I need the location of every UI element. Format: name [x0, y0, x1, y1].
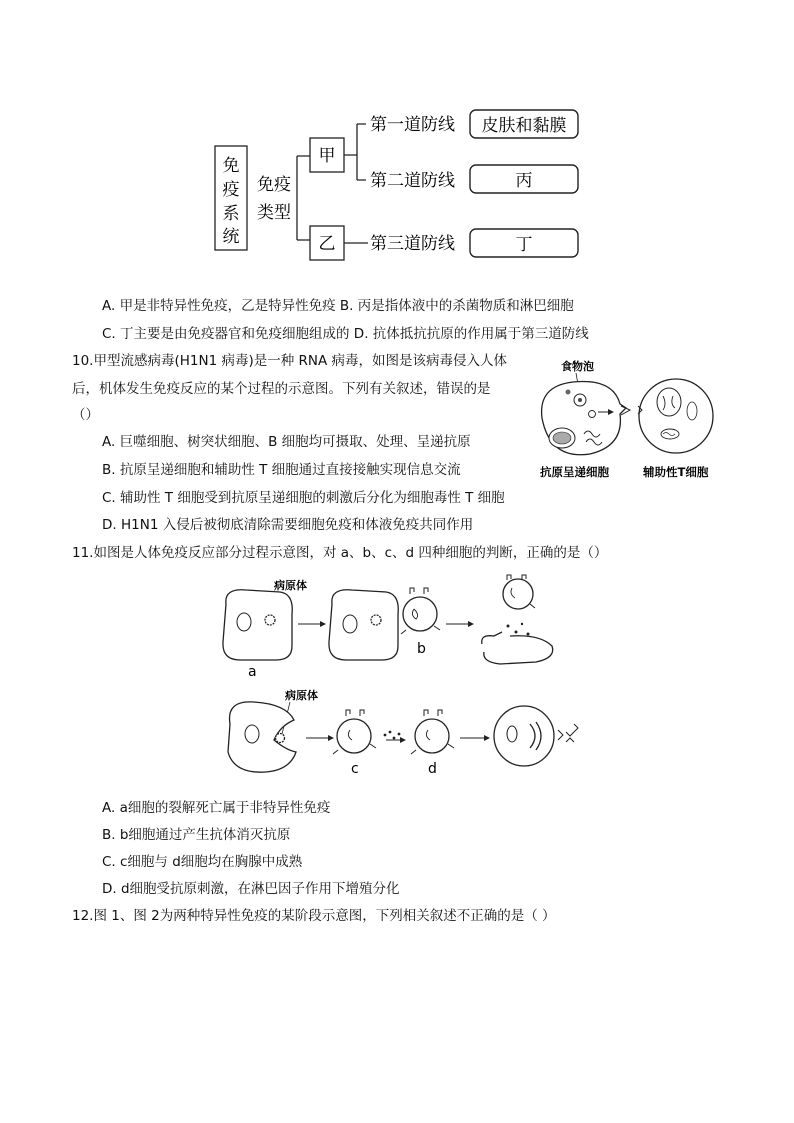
pathogen-label-1: 病原体 [274, 579, 307, 592]
cell-a-label: a [248, 664, 257, 680]
category-label [257, 175, 291, 223]
q10-stem-line-1: 10.甲型流感病毒(H1N1 病毒)是一种 RNA 病毒，如图是该病毒侵入人体 [72, 353, 508, 369]
apc-label: 抗原呈递细胞 [540, 465, 609, 479]
defense-line-1: 第一道防线 [370, 115, 455, 135]
root-label-char: 统 [222, 227, 240, 247]
cell-c [337, 719, 371, 753]
th-nucleus [657, 388, 681, 416]
cell-a [223, 590, 292, 660]
q12-stem: 12.图 1、图 2为两种特异性免疫的某阶段示意图，下列相关叙述不正确的是（ ） [72, 908, 556, 924]
q11-option-c: C. c细胞与 d细胞均在胸腺中成熟 [102, 854, 303, 870]
q10-stem-line-2: 后，机体发生免疫反应的某个过程的示意图。下列有关叙述，错误的是 [72, 381, 491, 397]
q10-option-d: D. H1N1 入侵后被彻底清除需要细胞免疫和体液免疫共同作用 [102, 517, 474, 533]
antigen-presentation-figure [528, 356, 728, 484]
cell-b-label: b [417, 641, 426, 657]
immune-reaction-figure [210, 574, 590, 784]
root-label-char: 免 [222, 156, 240, 176]
cell-b [403, 597, 437, 631]
bracket-jia [344, 124, 366, 180]
macrophage [228, 702, 296, 772]
category-label-line: 免疫 [257, 175, 291, 195]
lysed-cell [482, 632, 553, 664]
cell-d-label: d [428, 761, 437, 777]
q10-stem-line-3: （） [72, 407, 99, 423]
bracket-level1 [297, 156, 310, 240]
q9-option-row-2: C. 丁主要是由免疫器官和免疫细胞组成的 D. 抗体抵抗抗原的作用属于第三道防线 [102, 326, 589, 342]
defense-line-2: 第二道防线 [370, 171, 455, 191]
root-label-char: 系 [222, 204, 240, 224]
q11-option-d: D. d细胞受抗原刺激，在淋巴因子作用下增殖分化 [102, 881, 400, 897]
q9-option-row-1: A. 甲是非特异性免疫，乙是特异性免疫 B. 丙是指体液中的杀菌物质和淋巴细胞 [102, 298, 574, 314]
cell-c-label: c [351, 761, 359, 777]
jia-label: 甲 [318, 146, 336, 166]
category-label-line: 类型 [257, 203, 291, 223]
q10-option-c: C. 辅助性 T 细胞受到抗原呈递细胞的刺激后分化为细胞毒性 T 细胞 [102, 490, 505, 506]
immune-system-diagram [200, 100, 600, 270]
q11-stem: 11.如图是人体免疫反应部分过程示意图，对 a、b、c、d 四种细胞的判断，正确的是（） [72, 545, 608, 561]
root-label-char: 疫 [222, 180, 240, 200]
q11-option-a: A. a细胞的裂解死亡属于非特异性免疫 [102, 800, 331, 816]
th-label: 辅助性T细胞 [643, 465, 709, 479]
box-skin-label: 皮肤和黏膜 [481, 116, 567, 136]
vesicle-label: 食物泡 [561, 360, 594, 373]
cell-d [415, 719, 449, 753]
box-ding-label: 丁 [515, 235, 533, 255]
q11-option-b: B. b细胞通过产生抗体消灭抗原 [102, 827, 291, 843]
q10-option-b: B. 抗原呈递细胞和辅助性 T 细胞通过直接接触实现信息交流 [102, 462, 461, 478]
pathogen-label-2: 病原体 [285, 689, 318, 702]
yi-label: 乙 [318, 234, 336, 254]
defense-line-3: 第三道防线 [370, 234, 455, 254]
box-bing-label: 丙 [515, 171, 533, 191]
plasma-cell [494, 706, 554, 766]
q10-option-a: A. 巨噬细胞、树突状细胞、B 细胞均可摄取、处理、呈递抗原 [102, 434, 471, 450]
